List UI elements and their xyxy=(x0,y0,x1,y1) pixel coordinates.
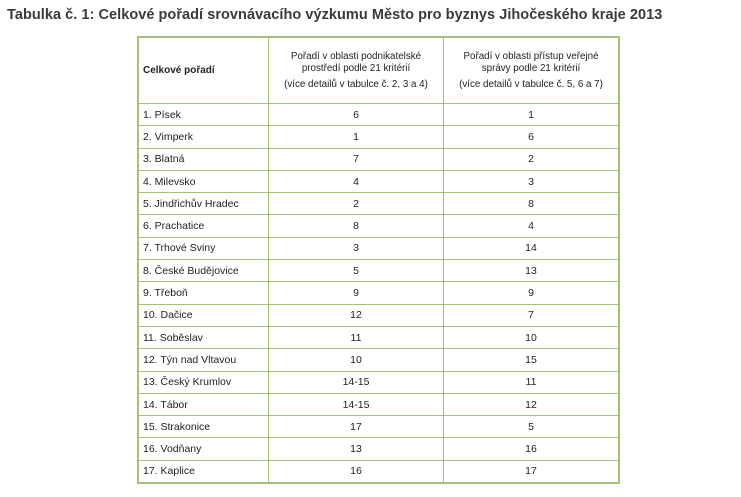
admin-rank-cell: 3 xyxy=(444,170,619,192)
business-rank-cell: 11 xyxy=(269,326,444,348)
admin-rank-cell: 7 xyxy=(444,304,619,326)
city-cell: 15. Strakonice xyxy=(139,416,269,438)
city-cell: 2. Vimperk xyxy=(139,126,269,148)
city-cell: 3. Blatná xyxy=(139,148,269,170)
table-row xyxy=(139,170,619,192)
admin-rank-cell: 2 xyxy=(444,148,619,170)
business-rank-cell: 12 xyxy=(269,304,444,326)
table-row xyxy=(139,393,619,415)
header-business-line1: Pořadí v oblasti podnikatelské xyxy=(290,50,422,62)
header-admin-line2: správy podle 21 kritérií xyxy=(481,62,581,74)
header-overall-rank: Celkové pořadí xyxy=(139,38,269,104)
header-public-administration xyxy=(444,38,619,104)
table-row xyxy=(139,349,619,371)
city-cell: 7. Trhové Sviny xyxy=(139,237,269,259)
admin-rank-cell: 6 xyxy=(444,126,619,148)
business-rank-cell: 4 xyxy=(269,170,444,192)
city-cell: 12. Týn nad Vltavou xyxy=(139,349,269,371)
table-row xyxy=(139,371,619,393)
admin-rank-cell: 16 xyxy=(444,438,619,460)
city-cell: 16. Vodňany xyxy=(139,438,269,460)
business-rank-cell: 13 xyxy=(269,438,444,460)
business-rank-cell: 1 xyxy=(269,126,444,148)
table-row xyxy=(139,237,619,259)
table-row xyxy=(139,304,619,326)
city-cell: 13. Český Krumlov xyxy=(139,371,269,393)
table-row xyxy=(139,460,619,482)
admin-rank-cell: 1 xyxy=(444,104,619,126)
city-cell: 5. Jindřichův Hradec xyxy=(139,193,269,215)
city-cell: 6. Prachatice xyxy=(139,215,269,237)
business-rank-cell: 10 xyxy=(269,349,444,371)
city-cell: 8. České Budějovice xyxy=(139,260,269,282)
admin-rank-cell: 5 xyxy=(444,416,619,438)
header-business-environment xyxy=(269,38,444,104)
business-rank-cell: 16 xyxy=(269,460,444,482)
table-header-row xyxy=(139,38,619,104)
city-cell: 11. Soběslav xyxy=(139,326,269,348)
business-rank-cell: 14-15 xyxy=(269,393,444,415)
header-business-note: (více detailů v tabulce č. 2, 3 a 4) xyxy=(284,78,428,90)
city-cell: 14. Tábor xyxy=(139,393,269,415)
table-row xyxy=(139,193,619,215)
business-rank-cell: 7 xyxy=(269,148,444,170)
table-row xyxy=(139,126,619,148)
business-rank-cell: 6 xyxy=(269,104,444,126)
ranking-table xyxy=(138,37,619,483)
business-rank-cell: 5 xyxy=(269,260,444,282)
business-rank-cell: 17 xyxy=(269,416,444,438)
table-row xyxy=(139,282,619,304)
admin-rank-cell: 9 xyxy=(444,282,619,304)
city-cell: 17. Kaplice xyxy=(139,460,269,482)
business-rank-cell: 14-15 xyxy=(269,371,444,393)
header-admin-note: (více detailů v tabulce č. 5, 6 a 7) xyxy=(459,78,603,90)
ranking-table-frame xyxy=(137,36,620,484)
table-row xyxy=(139,215,619,237)
admin-rank-cell: 14 xyxy=(444,237,619,259)
business-rank-cell: 3 xyxy=(269,237,444,259)
city-cell: 1. Písek xyxy=(139,104,269,126)
header-admin-line1: Pořadí v oblasti přístup veřejné xyxy=(463,50,599,62)
admin-rank-cell: 13 xyxy=(444,260,619,282)
table-row xyxy=(139,438,619,460)
table-row xyxy=(139,148,619,170)
table-row xyxy=(139,326,619,348)
header-business-line2: prostředí podle 21 kritérií xyxy=(301,62,411,74)
page-title: Tabulka č. 1: Celkové pořadí srovnávacího výzkumu Město pro byznys Jihočeského kraje 2013 xyxy=(7,7,663,23)
admin-rank-cell: 10 xyxy=(444,326,619,348)
business-rank-cell: 8 xyxy=(269,215,444,237)
table-row xyxy=(139,260,619,282)
admin-rank-cell: 4 xyxy=(444,215,619,237)
admin-rank-cell: 11 xyxy=(444,371,619,393)
city-cell: 10. Dačice xyxy=(139,304,269,326)
business-rank-cell: 9 xyxy=(269,282,444,304)
business-rank-cell: 2 xyxy=(269,193,444,215)
table-row xyxy=(139,416,619,438)
admin-rank-cell: 15 xyxy=(444,349,619,371)
admin-rank-cell: 8 xyxy=(444,193,619,215)
table-row xyxy=(139,104,619,126)
admin-rank-cell: 17 xyxy=(444,460,619,482)
city-cell: 4. Milevsko xyxy=(139,170,269,192)
city-cell: 9. Třeboň xyxy=(139,282,269,304)
admin-rank-cell: 12 xyxy=(444,393,619,415)
